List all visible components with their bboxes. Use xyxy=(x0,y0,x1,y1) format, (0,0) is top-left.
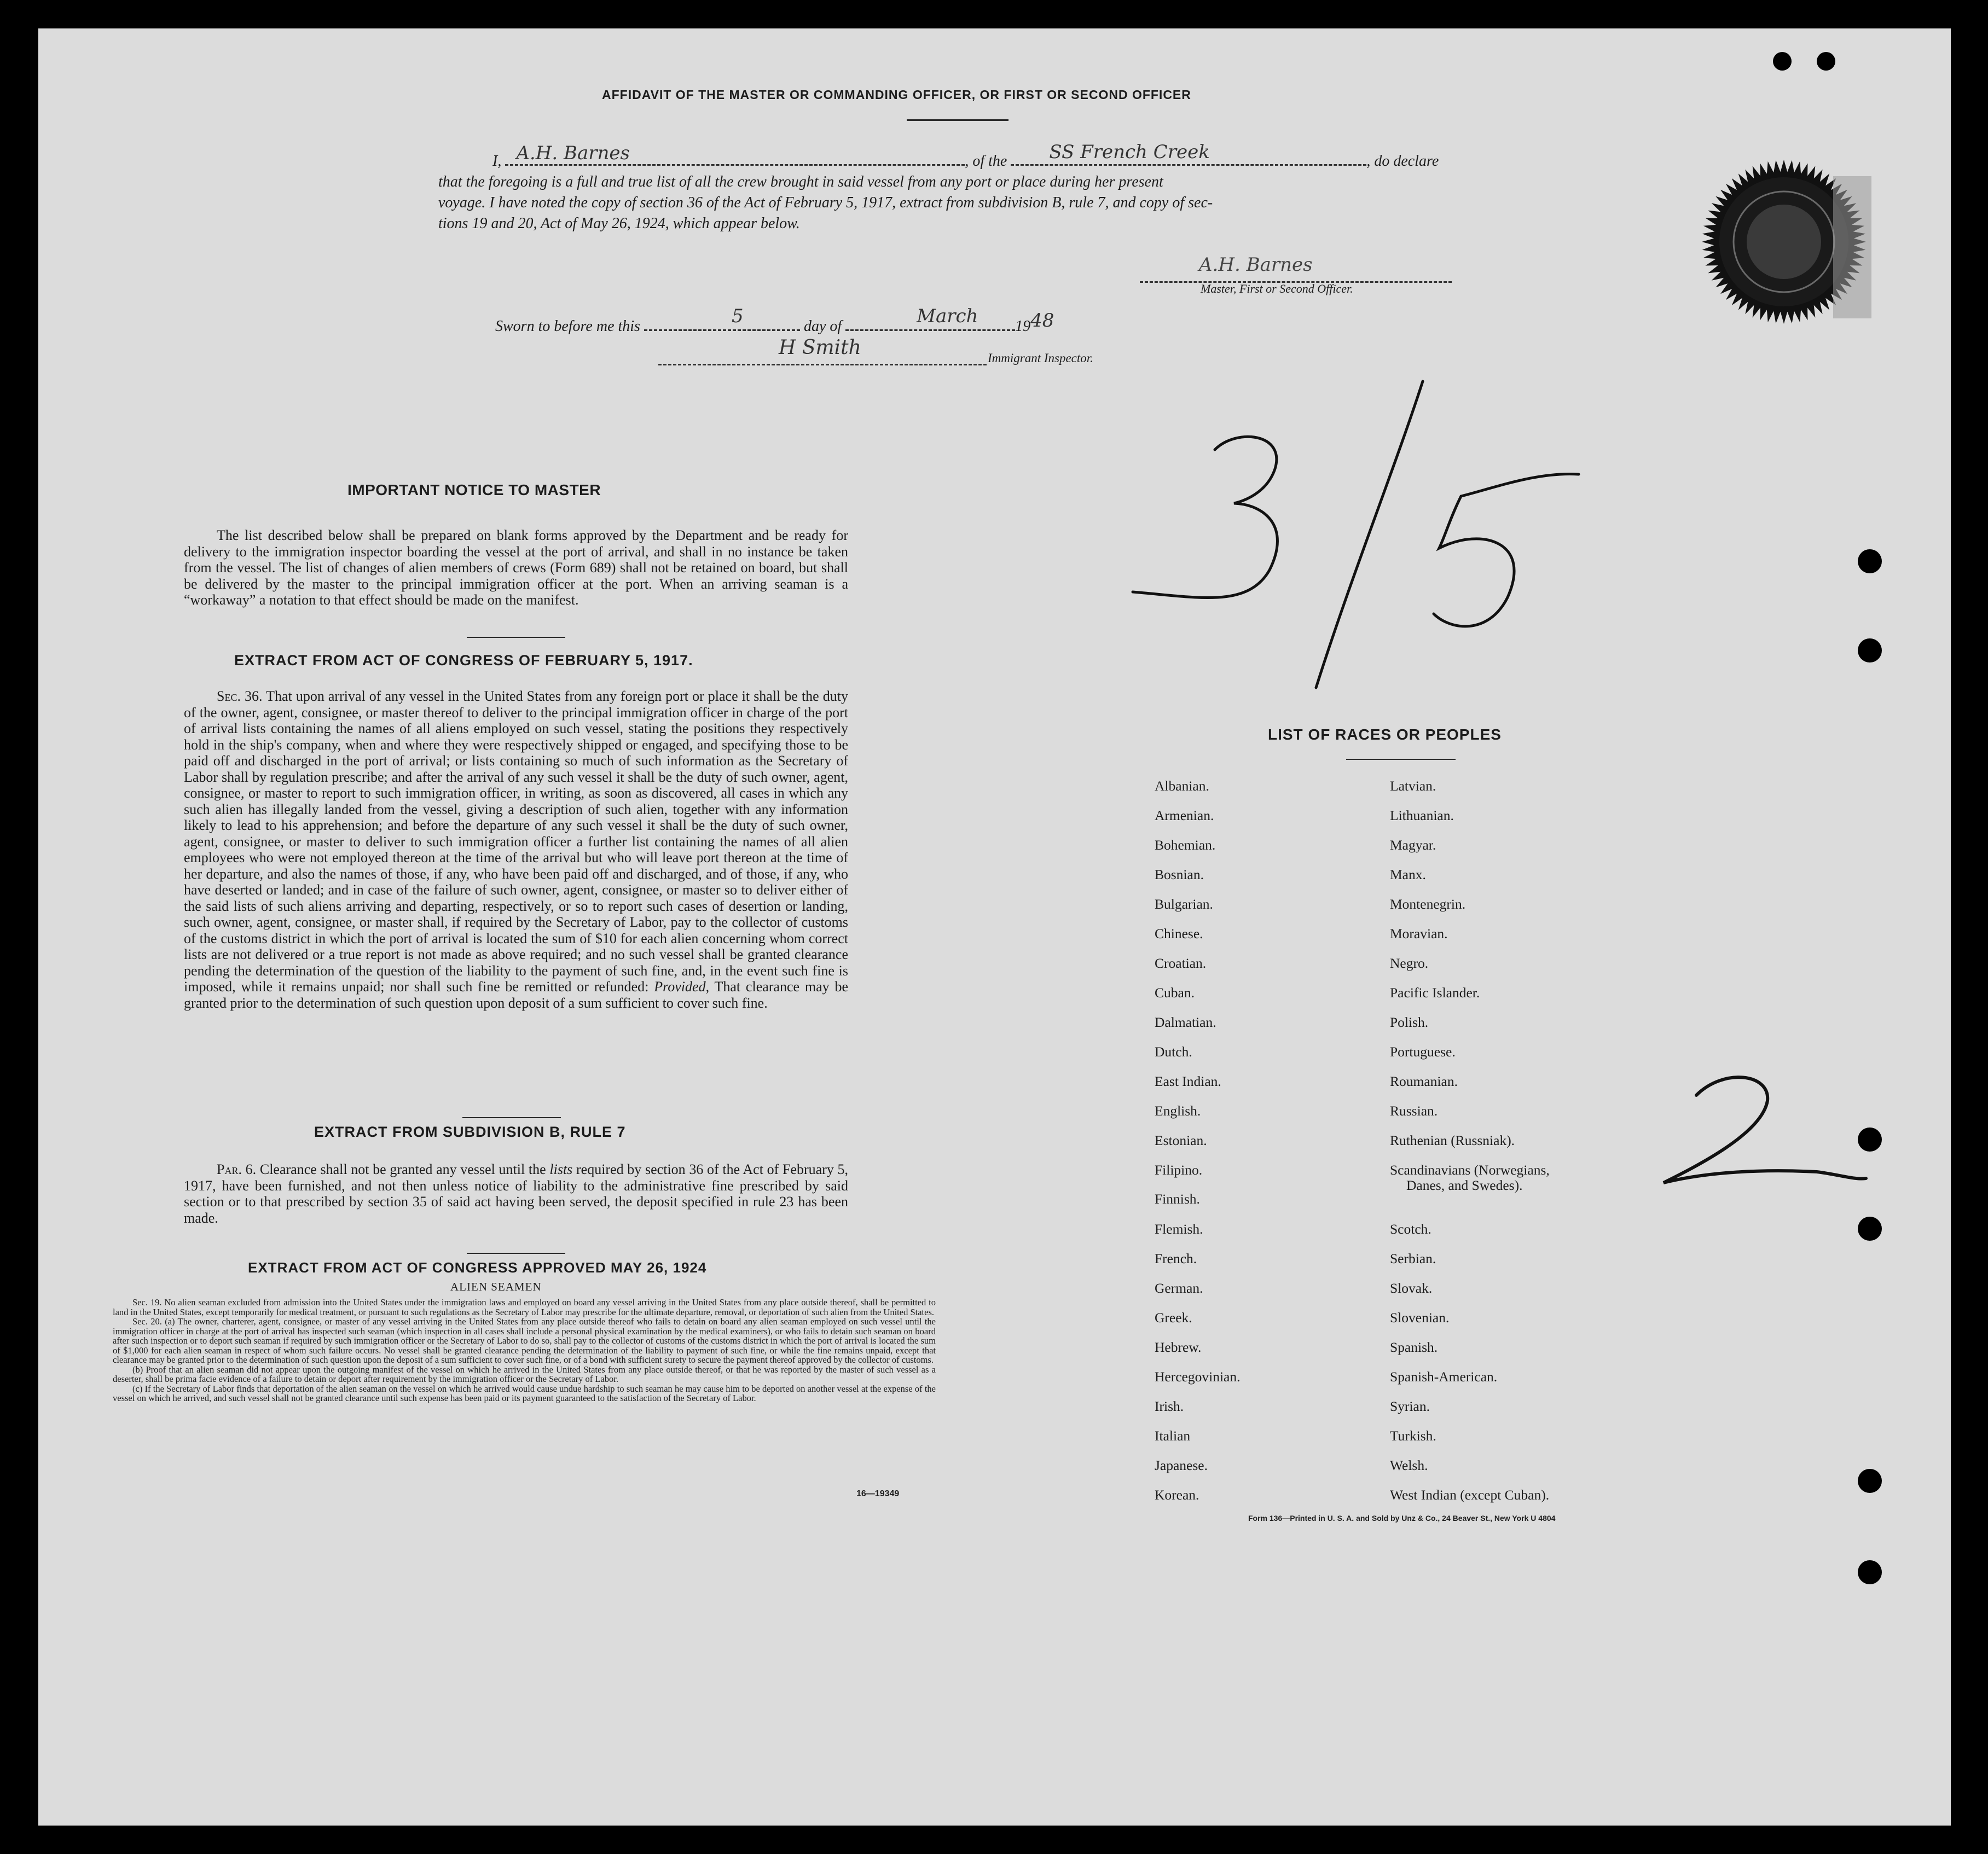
vessel-name: SS French Creek xyxy=(1049,141,1210,163)
race-item: Italian xyxy=(1155,1428,1191,1444)
par-6-label: Par. 6. xyxy=(217,1161,257,1177)
race-item: Estonian. xyxy=(1155,1132,1207,1148)
race-item: Korean. xyxy=(1155,1487,1199,1503)
race-item: French. xyxy=(1155,1251,1197,1266)
punch-hole-top-2 xyxy=(1817,52,1835,71)
sworn-month-field[interactable] xyxy=(845,305,1015,331)
race-item: Polish. xyxy=(1390,1014,1429,1030)
sworn-day-field[interactable] xyxy=(644,305,800,331)
race-item: Pacific Islander. xyxy=(1390,985,1480,1001)
sec-20b-text: (b) Proof that an alien seaman did not appear upon the outgoing manifest of the vessel on which he arrived in the United States from any place outside thereof, or that he was reported by the master of such vessel as a deserter, shall be prima facie evidence of a failure to detain or deport after requirement by the immigration officer or the Secretary of Labor. xyxy=(113,1364,936,1384)
inspector-caption: Immigrant Inspector. xyxy=(988,351,1093,365)
sec-20c-text: (c) If the Secretary of Labor finds that deportation of the alien seaman on the vessel on which he arrived would cause undue hardship to such seaman he may cause him to be deported on another vessel at the expense of the vessel on which he arrived, and such vessel shall not be granted clearance until such expense has been paid or its payment guaranteed to the satisfaction of the Secretary of Labor. xyxy=(113,1383,936,1403)
subdivision-b-body xyxy=(184,1161,848,1226)
alien-seamen-subtitle: ALIEN SEAMEN xyxy=(450,1280,542,1293)
race-item: Manx. xyxy=(1390,867,1426,882)
title-divider xyxy=(907,119,1009,121)
race-item: Spanish-American. xyxy=(1390,1369,1498,1385)
day-of-label: day of xyxy=(803,318,842,335)
race-item: Serbian. xyxy=(1390,1251,1436,1266)
provided-word: Provided, xyxy=(654,979,710,995)
sec-20a-text: Sec. 20. (a) The owner, charterer, agent, consignee, or master of any vessel arriving in the United States from any place outside thereof who fails to detain on board any alien seaman employed on such vessel until the immigration officer in charge at the port of arrival has inspected such seaman (which inspection in all cases shall include a personal physical examination by the medical examiners), or who fails to detain such seaman on board after such inspection or to deport such seaman if required by such immigration officer or the Secretary of Labor to do so, shall pay to the collector of customs of the customs district in which the port of arrival is located the sum of $1,000 for each alien seaman in respect of whom such failure occurs. No vessel shall be granted clearance pending the determination of the liability to payment of such fine, or while the fine remains unpaid, except that clearance may be granted prior to the determination of such question upon the deposit of a sum sufficient to cover such fine, or of a bond with sufficient surety to secure the payment thereof approved by the collector of customs. xyxy=(113,1316,936,1365)
race-item: Cuban. xyxy=(1155,985,1195,1001)
year-suffix[interactable]: 48 xyxy=(1030,310,1054,332)
races-title: LIST OF RACES OR PEOPLES xyxy=(1268,726,1502,743)
race-item: Filipino. xyxy=(1155,1162,1203,1178)
race-item: Finnish. xyxy=(1155,1191,1200,1207)
subdivision-b-title: EXTRACT FROM SUBDIVISION B, RULE 7 xyxy=(314,1124,626,1140)
race-item: Slovak. xyxy=(1390,1280,1433,1296)
extract-1924-body xyxy=(113,1298,936,1403)
notice-divider xyxy=(467,637,565,638)
punch-hole-6 xyxy=(1858,1560,1882,1584)
race-item: Magyar. xyxy=(1390,837,1436,853)
race-item: Montenegrin. xyxy=(1390,896,1466,912)
race-item: Croatian. xyxy=(1155,955,1207,971)
extract-1917-body xyxy=(184,688,848,1011)
sec-36-text: That upon arrival of any vessel in the United States from any foreign port or place it shall be the duty of the owner, agent, consignee, or master thereof to deliver to the principal immigration officer in charge of the port of arrival lists containing the names of all aliens employed on such vessel, stating the positions they respectively hold in the ship's company, when and where they were respectively shipped or engaged, and specifying those to be paid off and discharged in the port of arrival; or lists containing so much of such information as the Secretary of Labor shall by regulation prescribe; and after the arrival of any such vessel it shall be the duty of such owner, agent, consignee, or master to report to such immigration officer, in writing, as soon as discovered, all cases in which any such alien has illegally landed from the vessel, giving a description of such alien, together with any information likely to lead to his apprehension; and before the departure of any such vessel it shall be the duty of such owner, agent, consignee, or master to deliver to such immigration officer a further list containing the names of all alien employees who were not employed thereon at the time of the arrival but who will leave port thereon at the time of her departure, and also the names of those, if any, who have been paid off and discharged, and of those, if any, who have deserted or landed; and in case of the failure of such owner, agent, consignee, or master so to deliver either of the said lists of such aliens arriving and departing, respectively, or so to report such cases of desertion or landing, such owner, agent, consignee, or master shall, if required by the Secretary of Labor, pay to the collector of customs of the customs district in which the port of arrival is located the sum of $10 for each alien concerning whom correct lists are not delivered or a true report is not made as above required; and no such vessel shall be granted clearance pending the determination of the question of the liability to the payment of such fine, and, in the event such fine is imposed, while it remains unpaid; nor shall such fine be remitted or refunded: xyxy=(184,688,848,995)
declaration-prefix: I, xyxy=(492,153,502,170)
race-item: Greek. xyxy=(1155,1310,1192,1326)
form-code: 16—19349 xyxy=(856,1489,900,1498)
race-item: English. xyxy=(1155,1103,1201,1119)
master-signature: A.H. Barnes xyxy=(1199,254,1313,276)
par-6-tail: required by section 36 of the Act of February 5, 1917, have been furnished, and not then unless notice of liability to the administrative fine prescribed by said section or to that prescribed by section 35 of said act having been served, the deposit specified in rule 23 has been made. xyxy=(184,1161,849,1226)
race-item: Scandinavians (Norwegians, xyxy=(1390,1162,1550,1178)
race-item: Bosnian. xyxy=(1155,867,1204,882)
race-item: Ruthenian (Russniak). xyxy=(1390,1132,1515,1148)
race-item: Welsh. xyxy=(1390,1457,1428,1473)
affidavit-title: AFFIDAVIT OF THE MASTER OR COMMANDING OFFICER, OR FIRST OR SECOND OFFICER xyxy=(602,88,1191,102)
punch-hole-2 xyxy=(1858,638,1882,662)
sworn-day: 5 xyxy=(731,305,744,327)
sec-36-tail: That clearance may be granted prior to the determination of such question upon deposit of a sum sufficient to cover such fine. xyxy=(184,979,849,1011)
par-6-text: Clearance shall not be granted any vessel until the xyxy=(259,1161,546,1177)
races-divider xyxy=(1346,759,1456,760)
handwritten-number-2 xyxy=(1653,1062,1871,1205)
race-item: Armenian. xyxy=(1155,807,1214,823)
handwritten-fraction-3-5 xyxy=(1111,379,1603,718)
do-declare-label: , do declare xyxy=(1366,153,1439,170)
of-the-label: , of the xyxy=(965,153,1007,170)
race-item: Russian. xyxy=(1390,1103,1438,1119)
race-item: Albanian. xyxy=(1155,778,1209,794)
affidavit-form-page xyxy=(38,28,1951,1826)
sec-19-text: Sec. 19. No alien seaman excluded from admission into the United States under the immigration laws and employed on board any vessel arriving in the United States from any place outside thereof, shall be permitted to land in the United States, except temporarily for medical treatment, or pursuant to such regulations as the Secretary of Labor may prescribe for the ultimate departure, removal, or deportation of such alien from the United States. xyxy=(113,1297,936,1317)
punch-hole-4 xyxy=(1858,1217,1882,1241)
race-item: Scotch. xyxy=(1390,1221,1431,1237)
extract-1917-divider xyxy=(462,1117,561,1118)
race-item: Bohemian. xyxy=(1155,837,1216,853)
race-item: Japanese. xyxy=(1155,1457,1208,1473)
lists-word: lists xyxy=(549,1161,573,1177)
sworn-month: March xyxy=(917,305,978,327)
race-item: Moravian. xyxy=(1390,926,1448,941)
sworn-line xyxy=(495,305,1054,336)
declarant-name: A.H. Barnes xyxy=(516,142,630,164)
extract-1924-title: EXTRACT FROM ACT OF CONGRESS APPROVED MAY 26, 1924 xyxy=(248,1259,707,1276)
sec-36-label: Sec. 36. xyxy=(217,688,263,704)
notary-seal-icon xyxy=(1696,154,1871,329)
race-item: West Indian (except Cuban). xyxy=(1390,1487,1550,1503)
race-item: Roumanian. xyxy=(1390,1073,1458,1089)
race-item: Chinese. xyxy=(1155,926,1203,941)
vessel-name-field[interactable] xyxy=(1011,141,1366,166)
race-item: Portuguese. xyxy=(1390,1044,1456,1060)
declaration-line-3: voyage. I have noted the copy of section 36 of the Act of February 5, 1917, extract from subdivision B, rule 7, and copy of sec- xyxy=(438,194,1213,211)
punch-hole-1 xyxy=(1858,549,1882,573)
race-item: Danes, and Swedes). xyxy=(1406,1177,1523,1193)
race-item: Dutch. xyxy=(1155,1044,1192,1060)
inspector-signature-field[interactable] xyxy=(658,336,987,365)
punch-hole-3 xyxy=(1858,1127,1882,1152)
race-item: Syrian. xyxy=(1390,1398,1430,1414)
race-item: Hercegovinian. xyxy=(1155,1369,1241,1385)
race-item: Irish. xyxy=(1155,1398,1184,1414)
race-item: Hebrew. xyxy=(1155,1339,1202,1355)
declarant-name-field[interactable] xyxy=(505,142,965,166)
race-item: Bulgarian. xyxy=(1155,896,1213,912)
punch-hole-5 xyxy=(1858,1469,1882,1493)
inspector-signature: H Smith xyxy=(779,336,861,359)
race-item: Dalmatian. xyxy=(1155,1014,1216,1030)
race-item: Turkish. xyxy=(1390,1428,1436,1444)
declaration-line-4: tions 19 and 20, Act of May 26, 1924, which appear below. xyxy=(438,215,800,232)
subdivision-b-divider xyxy=(467,1253,565,1254)
race-item: Lithuanian. xyxy=(1390,807,1454,823)
year-prefix: 19 xyxy=(1015,318,1031,335)
race-item: German. xyxy=(1155,1280,1203,1296)
declaration-line-1 xyxy=(492,141,1439,170)
master-signature-field[interactable] xyxy=(1140,254,1452,283)
race-item: Spanish. xyxy=(1390,1339,1438,1355)
printer-footer: Form 136—Printed in U. S. A. and Sold by Unz & Co., 24 Beaver St., New York U 4804 xyxy=(1248,1514,1556,1522)
race-item: Negro. xyxy=(1390,955,1429,971)
notice-body: The list described below shall be prepared on blank forms approved by the Department and be ready for delivery to the immigration inspector boarding the vessel at the port of arrival, and shall in no instance be taken from the vessel. The list of changes of alien members of crews (Form 689) shall not be retained on board, but shall be delivered by the master to the principal immigration officer at the port. When an arriving seaman is a “workaway” a notation to that effect should be made on the manifest. xyxy=(184,527,848,608)
sworn-prefix: Sworn to before me this xyxy=(495,318,640,335)
race-item: Flemish. xyxy=(1155,1221,1203,1237)
extract-1917-title: EXTRACT FROM ACT OF CONGRESS OF FEBRUARY 5, 1917. xyxy=(234,652,693,669)
signature-caption: Master, First or Second Officer. xyxy=(1201,282,1353,295)
race-item: East Indian. xyxy=(1155,1073,1221,1089)
punch-hole-top-1 xyxy=(1773,52,1792,71)
declaration-line-2: that the foregoing is a full and true list of all the crew brought in said vessel from any port or place during her present xyxy=(438,173,1163,190)
race-item: Latvian. xyxy=(1390,778,1436,794)
race-item: Slovenian. xyxy=(1390,1310,1450,1326)
notice-title: IMPORTANT NOTICE TO MASTER xyxy=(347,481,601,498)
